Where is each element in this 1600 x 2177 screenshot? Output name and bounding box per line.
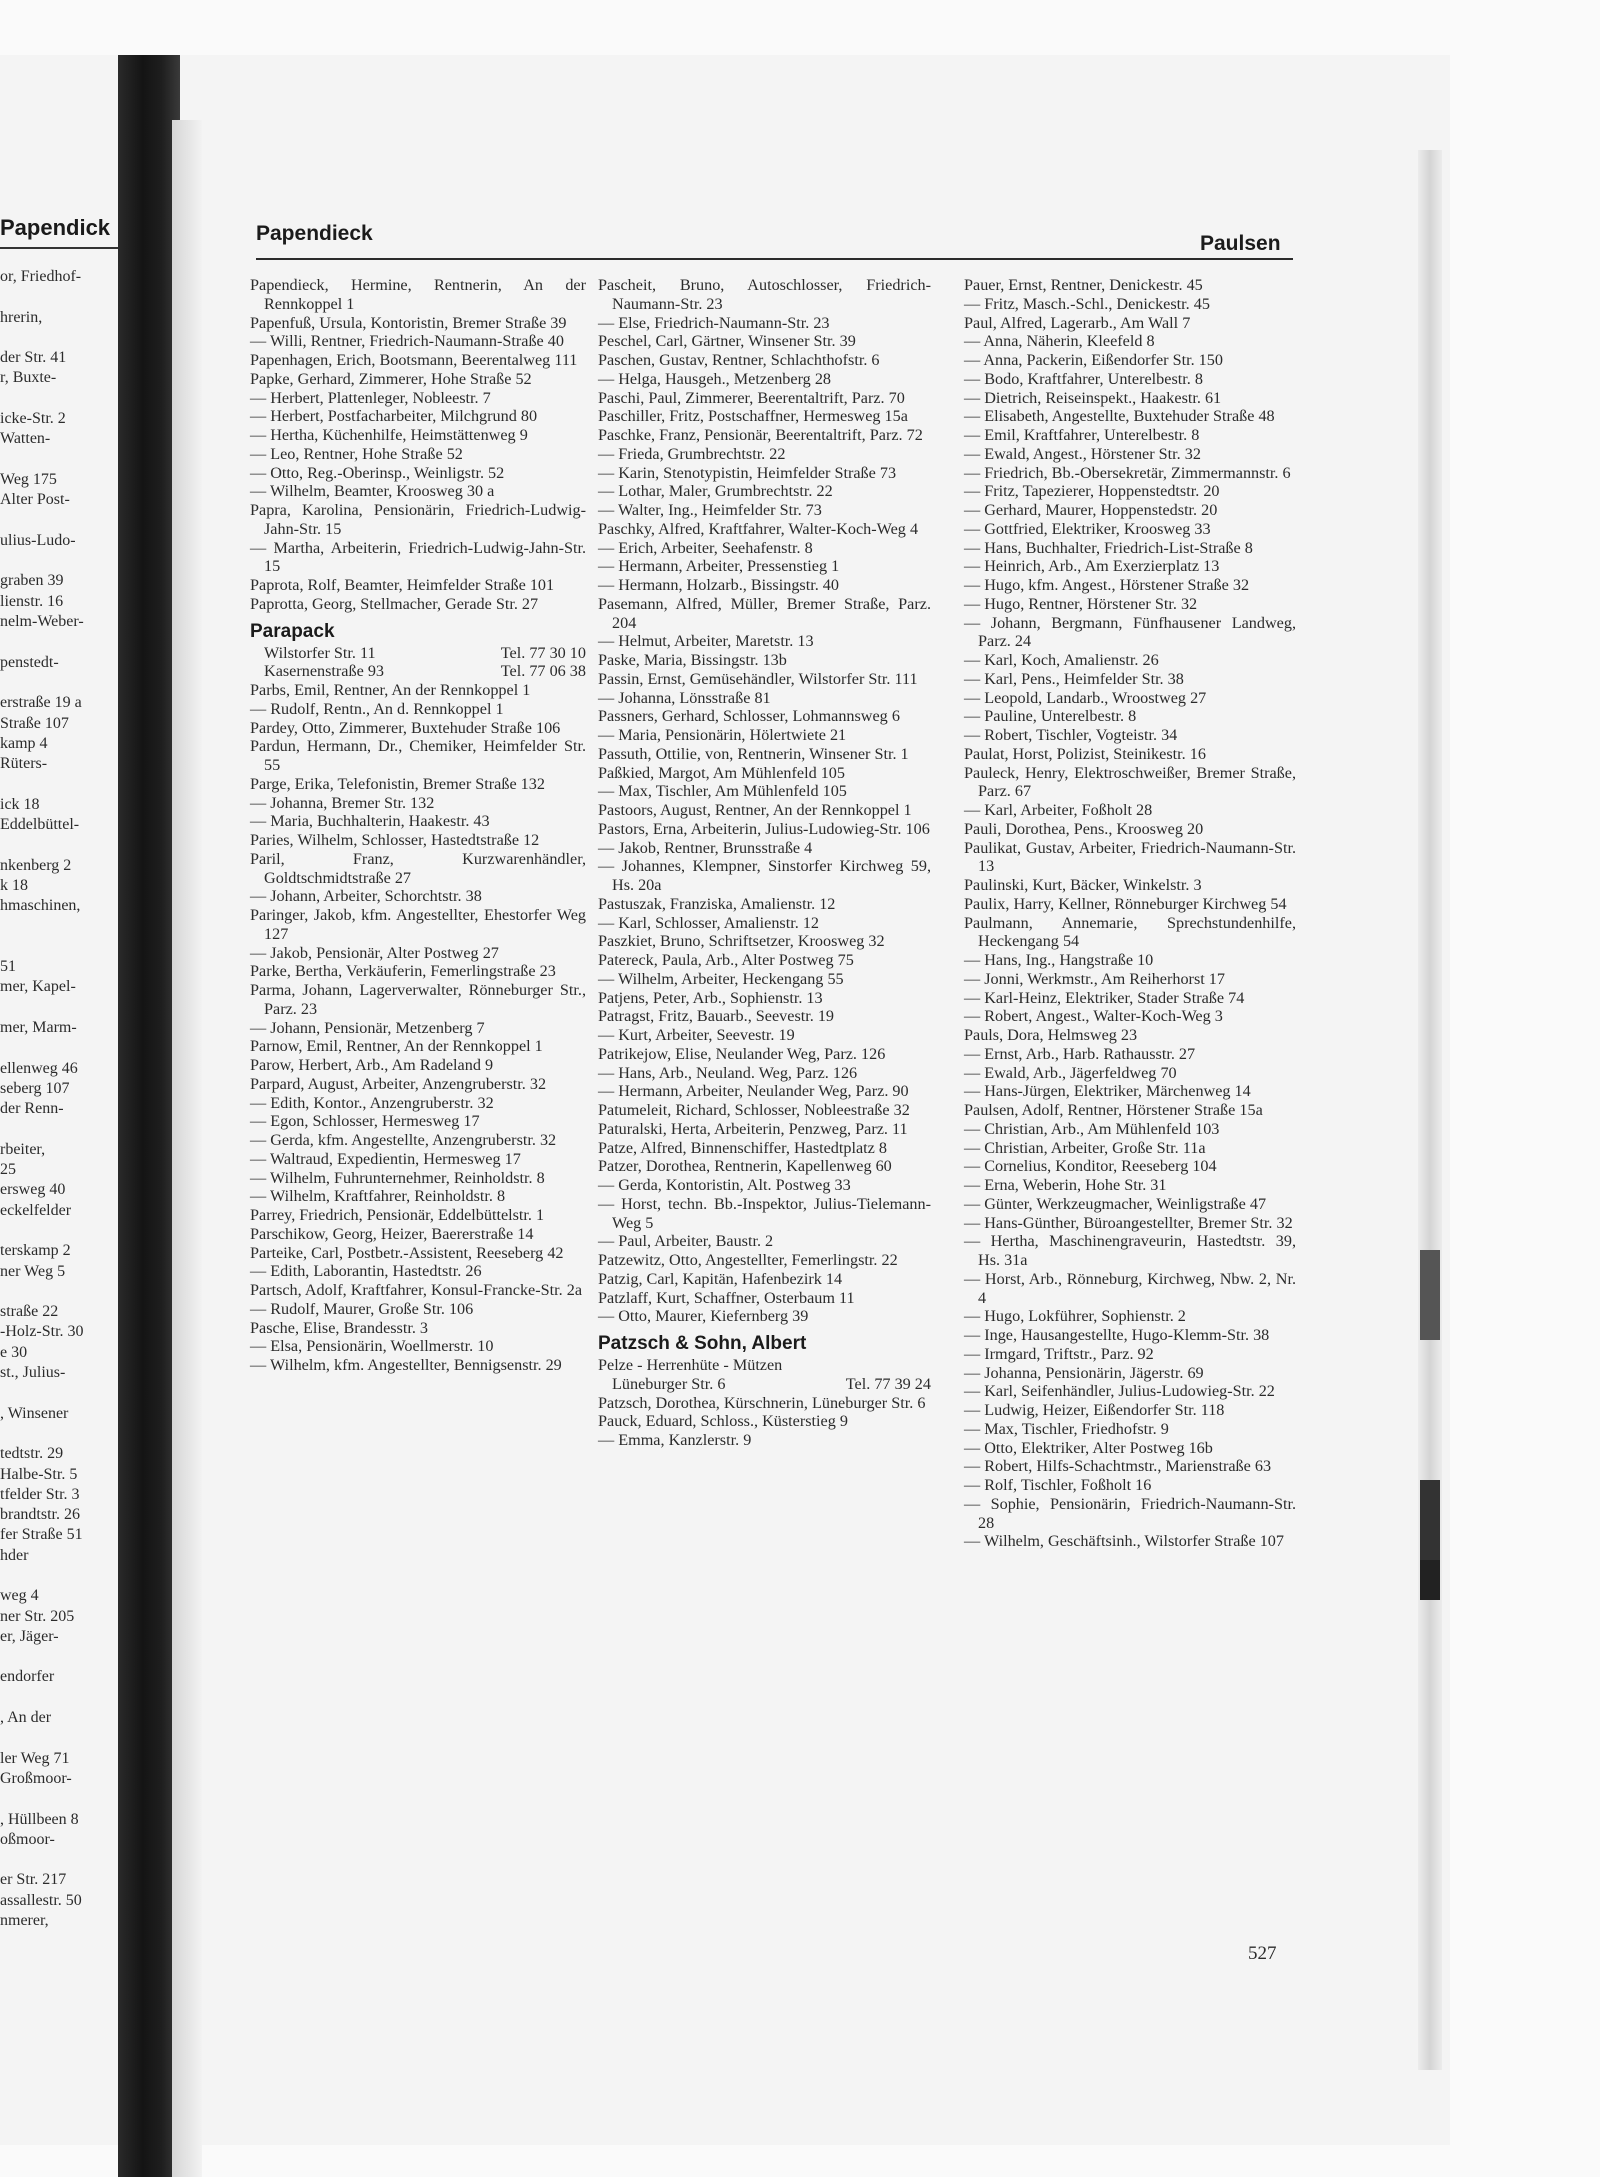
previous-page-line: assallestr. 50 [0,1891,82,1909]
directory-entry: — Johanna, Lönsstraße 81 [598,688,771,707]
previous-page-line: mer, Kapel- [0,978,76,996]
previous-page-line: seberg 107 [0,1079,70,1097]
directory-entry: Pauls, Dora, Helmsweg 23 [964,1026,1138,1044]
previous-page-line: hder [0,1546,29,1564]
directory-entry: — Bodo, Kraftfahrer, Unterelbestr. 8 [964,369,1203,388]
previous-page-line [0,1119,84,1139]
directory-entry: Parge, Erika, Telefonistin, Bremer Straße 132 [250,774,545,793]
directory-entry: Paril, Franz, Kurzwarenhändler, Goldtschmidtstraße 27 [250,849,586,887]
directory-entry: Parke, Bertha, Verkäuferin, Femerlingstraße 23 [250,962,556,981]
previous-page-line: st., Julius- [0,1364,66,1382]
previous-page-line: brandtstr. 26 [0,1506,80,1524]
directory-entry: — Otto, Maurer, Kiefernberg 39 [598,1307,809,1326]
previous-page-line: r, Buxte- [0,369,57,387]
previous-page-line: ner Weg 5 [0,1262,66,1280]
directory-entry: Pauck, Eduard, Schloss., Küsterstieg 9 [598,1412,848,1431]
running-header-right: Paulsen [1200,232,1281,255]
directory-entry: — Hermann, Arbeiter, Neulander Weg, Parz. 90 [598,1082,909,1101]
previous-page-fragment [0,215,118,1930]
directory-entry: — Robert, Hilfs-Schachtmstr., Marienstraße 63 [964,1457,1272,1476]
directory-entry: Pastors, Erna, Arbeiterin, Julius-Ludowieg-Str. 106 [598,819,930,838]
directory-entry: Paulikat, Gustav, Arbeiter, Friedrich-Naumann-Str. 13 [964,838,1296,876]
previous-page-line: Eddelbüttel- [0,816,80,834]
previous-page-line [0,1647,84,1667]
directory-entry: Pardey, Otto, Zimmerer, Buxtehuder Straße 106 [250,718,561,737]
directory-entry: — Hans, Ing., Hangstraße 10 [964,951,1154,969]
directory-entry: — Else, Friedrich-Naumann-Str. 23 [598,313,830,332]
directory-entry: — Hugo, Lokführer, Sophienstr. 2 [964,1307,1186,1326]
directory-entry: Parschikow, Georg, Heizer, Baererstraße 14 [250,1224,534,1243]
directory-entry: Patjens, Peter, Arb., Sophienstr. 13 [598,988,823,1007]
directory-entry: — Robert, Tischler, Vogteistr. 34 [964,726,1178,744]
directory-entry: — Friedrich, Bb.-Obersekretär, Zimmermannstr. 6 [964,463,1291,482]
directory-entry: Passuth, Ottilie, von, Rentnerin, Winsener Str. 1 [598,744,909,763]
directory-entry: — Johann, Pensionär, Metzenberg 7 [250,1018,485,1037]
directory-entry: Paßkied, Margot, Am Mühlenfeld 105 [598,763,845,782]
page-gutter [172,120,202,2177]
previous-page-line [0,328,84,348]
directory-entry: — Wilhelm, Kraftfahrer, Reinholdstr. 8 [250,1187,506,1206]
directory-entry: Passin, Ernst, Gemüsehändler, Wilstorfer Str. 111 [598,669,918,688]
previous-page-line: ler Weg 71 [0,1749,70,1767]
directory-entry: — Irmgard, Triftstr., Parz. 92 [964,1344,1154,1363]
previous-page-line: hmaschinen, [0,897,81,915]
edge-mark [1420,1250,1440,1340]
previous-page-line: ersweg 40 [0,1181,66,1199]
previous-page-line: or, Friedhof- [0,268,82,285]
directory-entry: — Anna, Näherin, Kleefeld 8 [964,332,1155,351]
previous-page-line: Straße 107 [0,714,69,732]
previous-page-line [0,551,84,571]
directory-entry: Papenhagen, Erich, Bootsmann, Beerentalweg 111 [250,351,578,369]
directory-entry: — Hans-Günther, Büroangestellter, Bremer Str. 32 [964,1213,1293,1232]
directory-entry: — Hermann, Arbeiter, Pressenstieg 1 [598,557,840,576]
directory-entry: — Hans, Arb., Neuland. Weg, Parz. 126 [598,1063,858,1082]
previous-page-line: , An der [0,1709,52,1727]
directory-entry: — Hugo, Rentner, Hörstener Str. 32 [964,594,1198,613]
previous-page-line: k 18 [0,876,28,894]
directory-entry: — Sophie, Pensionärin, Friedrich-Naumann-Str. 28 [964,1494,1296,1532]
previous-page-line [0,1038,84,1058]
previous-page-line [0,774,84,794]
phone-number: Tel. 77 30 10 [500,643,586,662]
previous-page-line [0,673,84,693]
previous-page-line: rbeiter, [0,1140,46,1158]
book-spine [118,55,180,2177]
directory-entry: — Günter, Werkzeugmacher, Weinligstraße 47 [964,1194,1267,1213]
previous-page-line: Rüters- [0,755,48,773]
directory-entry: — Herbert, Postfacharbeiter, Milchgrund 80 [250,407,538,426]
directory-entry: — Max, Tischler, Friedhofstr. 9 [964,1419,1169,1438]
previous-page-line [0,632,84,652]
directory-entry: — Wilhelm, Beamter, Kroosweg 30 a [250,482,495,501]
previous-page-line: 25 [0,1161,16,1179]
previous-page-line: Halbe-Str. 5 [0,1465,78,1483]
previous-page-line: Großmoor- [0,1769,72,1787]
previous-page-line: Weg 175 [0,470,57,488]
directory-entry: — Robert, Angest., Walter-Koch-Weg 3 [964,1007,1223,1026]
directory-entry: Paschi, Paul, Zimmerer, Beerentaltrift, Parz. 70 [598,388,905,407]
directory-entry: — Paul, Arbeiter, Baustr. 2 [598,1232,774,1251]
directory-entry: — Ewald, Angest., Hörstener Str. 32 [964,444,1201,463]
directory-entry: — Herbert, Plattenleger, Nobleestr. 7 [250,388,491,407]
company-heading: Parapack [250,620,335,642]
previous-page-line [0,511,84,531]
directory-entry: — Otto, Reg.-Oberinsp., Weinligstr. 52 [250,463,505,482]
page-edge [1418,150,1442,2070]
directory-entry: Pardun, Hermann, Dr., Chemiker, Heimfelder Str. 55 [250,737,586,774]
directory-entry: Paschky, Alfred, Kraftfahrer, Walter-Koch-Weg 4 [598,519,919,538]
directory-entry: Patzlaff, Kurt, Schaffner, Osterbaum 11 [598,1288,855,1307]
directory-entry: — Ludwig, Heizer, Eißendorfer Str. 118 [964,1401,1225,1419]
previous-page-line [0,998,84,1018]
previous-page-line: -Holz-Str. 30 [0,1323,84,1341]
directory-entry: — Hertha, Küchenhilfe, Heimstättenweg 9 [250,426,528,444]
previous-page-line [0,450,84,470]
directory-entry: — Heinrich, Arb., Am Exerzierplatz 13 [964,557,1220,576]
directory-entry: — Leo, Rentner, Hohe Straße 52 [250,444,463,463]
directory-entry: Parrey, Friedrich, Pensionär, Eddelbüttelstr. 1 [250,1206,545,1224]
directory-entry: — Cornelius, Konditor, Reeseberg 104 [964,1157,1217,1176]
previous-page-line: graben 39 [0,572,64,590]
address: Lüneburger Str. 6 [612,1374,726,1393]
directory-entry: — Waltraud, Expedientin, Hermesweg 17 [250,1149,521,1168]
previous-page-line: straße 22 [0,1303,59,1321]
directory-entry: Paulsen, Adolf, Rentner, Hörstener Straße 15a [964,1101,1263,1119]
address: Wilstorfer Str. 11 [264,643,376,662]
column-1 [250,276,586,1375]
directory-entry: Paulmann, Annemarie, Sprechstundenhilfe, Heckengang 54 [964,913,1296,951]
directory-entry: Parpard, August, Arbeiter, Anzengruberstr. 32 [250,1074,547,1093]
directory-entry: — Helga, Hausgeh., Metzenberg 28 [598,369,832,388]
header-rule [256,258,1293,260]
column-2 [598,276,931,1450]
previous-page-line [0,1728,84,1748]
previous-page-line [0,917,84,937]
previous-page-line: ulius-Ludo- [0,531,76,549]
previous-page-line: nmerer, [0,1912,49,1930]
directory-entry: — Edith, Laborantin, Hastedtstr. 26 [250,1262,482,1281]
previous-page-line: , Winsener [0,1404,69,1422]
directory-entry: — Elsa, Pensionärin, Woellmerstr. 10 [250,1337,494,1356]
directory-entry: Pasche, Elise, Brandesstr. 3 [250,1318,429,1337]
directory-entry: Patzewitz, Otto, Angestellter, Femerlingstr. 22 [598,1251,898,1269]
directory-entry: Pelze - Herrenhüte - Mützen [598,1356,783,1374]
directory-entry: Papenfuß, Ursula, Kontoristin, Bremer Straße 39 [250,313,567,332]
directory-entry: — Johann, Bergmann, Fünfhausener Landweg, Parz. 24 [964,613,1296,651]
previous-page-line: tedtstr. 29 [0,1445,64,1463]
directory-entry: — Karl, Koch, Amalienstr. 26 [964,651,1159,669]
directory-entry: — Inge, Hausangestellte, Hugo-Klemm-Str. 38 [964,1326,1270,1344]
company-address-line [250,662,586,681]
directory-entry: Paszkiet, Bruno, Schriftsetzer, Kroosweg 32 [598,932,885,951]
directory-entry: Parow, Herbert, Arb., Am Radeland 9 [250,1056,494,1074]
previous-page-line: hrerin, [0,308,43,326]
directory-entry: — Johann, Arbeiter, Schorchtstr. 38 [250,887,482,906]
directory-entry: Paries, Wilhelm, Schlosser, Hastedtstraße 12 [250,831,540,849]
directory-entry: — Frieda, Grumbrechtstr. 22 [598,444,786,463]
directory-entry: Paul, Alfred, Lagerarb., Am Wall 7 [964,313,1191,332]
directory-entry: Patze, Alfred, Binnenschiffer, Hastedtplatz 8 [598,1138,887,1157]
directory-entry: Peschel, Carl, Gärtner, Winsener Str. 39 [598,332,856,351]
previous-page-line [0,835,84,855]
previous-page-line: weg 4 [0,1587,39,1605]
previous-page-line: penstedt- [0,653,59,671]
directory-entry: — Karl-Heinz, Elektriker, Stader Straße 74 [964,988,1245,1007]
directory-entry: Papke, Gerhard, Zimmerer, Hohe Straße 52 [250,369,532,388]
directory-entry: — Rudolf, Maurer, Große Str. 106 [250,1299,474,1318]
previous-page-line [0,1221,84,1241]
directory-entry: — Lothar, Maler, Grumbrechtstr. 22 [598,482,833,501]
previous-page-line: der Renn- [0,1100,64,1118]
directory-entry: — Anna, Packerin, Eißendorfer Str. 150 [964,351,1223,369]
directory-entry: Patrikejow, Elise, Neulander Weg, Parz. 126 [598,1044,886,1063]
directory-entry: — Dietrich, Reiseinspekt., Haakestr. 61 [964,388,1222,407]
directory-entry: — Jakob, Rentner, Brunsstraße 4 [598,838,813,857]
previous-page-line: kamp 4 [0,734,48,752]
directory-entry: — Emil, Kraftfahrer, Unterelbestr. 8 [964,426,1200,444]
directory-entry: — Johanna, Bremer Str. 132 [250,793,435,812]
previous-page-line [0,937,84,957]
previous-page-line: terskamp 2 [0,1242,71,1260]
previous-page-line [0,1282,84,1302]
previous-page-line [0,1688,84,1708]
phone-number: Tel. 77 39 24 [845,1374,931,1393]
directory-entry: — Karl, Arbeiter, Foßholt 28 [964,801,1153,819]
previous-page-line: fer Straße 51 [0,1526,83,1544]
running-header-left: Papendieck [256,222,373,245]
company-heading: Patzsch & Sohn, Albert [598,1333,807,1354]
directory-entry: — Johannes, Klempner, Sinstorfer Kirchweg 59, Hs. 20a [598,857,931,894]
directory-entry: Patzer, Dorothea, Rentnerin, Kapellenweg 60 [598,1157,892,1176]
previous-page-line [0,389,84,409]
directory-entry: — Kurt, Arbeiter, Seevestr. 19 [598,1026,795,1044]
directory-entry: — Horst, techn. Bb.-Inspektor, Julius-Tielemann-Weg 5 [598,1194,931,1232]
directory-entry: — Fritz, Masch.-Schl., Denickestr. 45 [964,294,1210,313]
directory-entry: — Wilhelm, kfm. Angestellter, Bennigsenstr. 29 [250,1356,562,1374]
previous-page-line: ick 18 [0,795,40,813]
directory-entry: — Hugo, kfm. Angest., Hörstener Straße 32 [964,576,1250,594]
previous-page-line: mer, Marm- [0,1018,77,1036]
previous-page-line [0,1789,84,1809]
previous-page-line: endorfer [0,1668,55,1686]
previous-page-line: e 30 [0,1343,28,1361]
previous-page-rule [0,247,118,249]
directory-entry: — Erich, Arbeiter, Seehafenstr. 8 [598,538,813,557]
directory-entry: Pastoors, August, Rentner, An der Rennkoppel 1 [598,801,912,819]
directory-entry: — Leopold, Landarb., Wroostweg 27 [964,688,1207,707]
directory-entry: — Otto, Elektriker, Alter Postweg 16b [964,1438,1213,1457]
directory-entry: Paprota, Rolf, Beamter, Heimfelder Straße 101 [250,576,555,594]
directory-entry: Patragst, Fritz, Bauarb., Seevestr. 19 [598,1007,835,1026]
directory-entry: Paulix, Harry, Kellner, Rönneburger Kirchweg 54 [964,894,1287,913]
directory-entry: — Willi, Rentner, Friedrich-Naumann-Straße 40 [250,332,564,351]
directory-entry: Paschke, Franz, Pensionär, Beerentaltrift, Parz. 72 [598,426,923,444]
directory-entry: Paturalski, Herta, Arbeiterin, Penzweg, Parz. 11 [598,1119,908,1138]
directory-entry: Pauli, Dorothea, Pens., Kroosweg 20 [964,819,1204,838]
previous-page-line: Alter Post- [0,491,70,509]
previous-page-line: ner Str. 205 [0,1607,75,1625]
directory-entry: — Rudolf, Rentn., An d. Rennkoppel 1 [250,699,504,718]
directory-entry: — Hans, Buchhalter, Friedrich-List-Straße 8 [964,538,1253,557]
directory-entry: — Christian, Arbeiter, Große Str. 11a [964,1138,1206,1157]
phone-number: Tel. 77 06 38 [500,662,586,681]
previous-page-header: Papendick [0,215,111,240]
directory-entry: Pascheit, Bruno, Autoschlosser, Friedrich-Naumann-Str. 23 [598,276,931,313]
directory-entry: Parbs, Emil, Rentner, An der Rennkoppel 1 [250,681,531,699]
directory-entry: — Jonni, Werkmstr., Am Reiherhorst 17 [964,969,1225,988]
page-number: 527 [1248,1943,1277,1964]
directory-entry: Papra, Karolina, Pensionärin, Friedrich-Ludwig-Jahn-Str. 15 [250,501,586,538]
directory-entry: Paringer, Jakob, kfm. Angestellter, Ehestorfer Weg 127 [250,906,586,943]
column-3 [964,276,1296,1551]
directory-entry: — Ernst, Arb., Harb. Rathausstr. 27 [964,1044,1196,1063]
directory-entry: — Helmut, Arbeiter, Maretstr. 13 [598,632,814,651]
directory-entry: — Egon, Schlosser, Hermesweg 17 [250,1112,480,1131]
edge-mark [1420,1560,1440,1600]
directory-entry: Passners, Gerhard, Schlosser, Lohmannsweg 6 [598,707,900,726]
directory-entry: — Gottfried, Elektriker, Kroosweg 33 [964,519,1211,538]
directory-entry: — Karin, Stenotypistin, Heimfelder Straße 73 [598,463,897,482]
directory-entry: — Max, Tischler, Am Mühlenfeld 105 [598,782,847,801]
directory-entry: Parnow, Emil, Rentner, An der Rennkoppel 1 [250,1037,543,1056]
previous-page-line: ellenweg 46 [0,1059,78,1077]
directory-entry: — Erna, Weberin, Hohe Str. 31 [964,1176,1167,1194]
previous-page-line [0,1850,84,1870]
previous-page-line [0,1424,84,1444]
directory-entry: — Walter, Ing., Heimfelder Str. 73 [598,501,822,519]
previous-page-line: icke-Str. 2 [0,410,66,428]
previous-page-line: , Hüllbeen 8 [0,1810,79,1828]
previous-page-line: eckelfelder [0,1201,72,1219]
previous-page-line: der Str. 41 [0,349,67,367]
previous-page-line: erstraße 19 a [0,694,82,712]
directory-entry: — Rolf, Tischler, Foßholt 16 [964,1476,1152,1494]
directory-entry: — Gerda, Kontoristin, Alt. Postweg 33 [598,1176,851,1194]
previous-page-line: nkenberg 2 [0,856,72,874]
directory-entry: Papendieck, Hermine, Rentnerin, An der Rennkoppel 1 [250,276,586,313]
previous-page-line: nelm-Weber- [0,613,84,631]
directory-entry: — Maria, Buchhalterin, Haakestr. 43 [250,812,490,831]
previous-page-line: lienstr. 16 [0,592,64,610]
directory-entry: — Wilhelm, Arbeiter, Heckengang 55 [598,969,844,988]
directory-entry: Patereck, Paula, Arb., Alter Postweg 75 [598,951,854,969]
directory-entry: — Jakob, Pensionär, Alter Postweg 27 [250,943,499,962]
directory-entry: Parteike, Carl, Postbetr.-Assistent, Reeseberg 42 [250,1243,564,1262]
address: Kasernenstraße 93 [264,662,385,681]
directory-entry: Paschiller, Fritz, Postschaffner, Hermesweg 15a [598,407,908,426]
directory-entry: — Karl, Pens., Heimfelder Str. 38 [964,669,1184,688]
directory-entry: — Karl, Schlosser, Amalienstr. 12 [598,913,820,932]
directory-entry: Patzig, Carl, Kapitän, Hafenbezirk 14 [598,1269,843,1288]
previous-page-line [0,1566,84,1586]
directory-entry: Paprotta, Georg, Stellmacher, Gerade Str. 27 [250,594,539,613]
directory-entry: — Gerda, kfm. Angestellte, Anzengruberstr. 32 [250,1131,557,1149]
previous-page-line: er Str. 217 [0,1871,67,1889]
previous-page-line [0,287,84,307]
directory-entry: — Karl, Seifenhändler, Julius-Ludowieg-Str. 22 [964,1382,1275,1401]
directory-entry: — Elisabeth, Angestellte, Buxtehuder Straße 48 [964,407,1275,426]
directory-entry: — Emma, Kanzlerstr. 9 [598,1431,752,1449]
directory-entry: — Gerhard, Maurer, Hoppenstedstr. 20 [964,501,1218,519]
directory-entry: — Edith, Kontor., Anzengruberstr. 32 [250,1093,494,1112]
previous-page-line: er, Jäger- [0,1627,59,1645]
directory-entry: — Wilhelm, Geschäftsinh., Wilstorfer Straße 107 [964,1532,1284,1551]
directory-entry: — Christian, Arb., Am Mühlenfeld 103 [964,1119,1220,1138]
directory-entry: Parma, Johann, Lagerverwalter, Rönneburger Str., Parz. 23 [250,981,586,1018]
directory-entry: Pasemann, Alfred, Müller, Bremer Straße, Parz. 204 [598,594,931,632]
directory-entry: — Hertha, Maschinengraveurin, Hastedtstr. 39, Hs. 31a [964,1232,1296,1269]
directory-entry: Pastuszak, Franziska, Amalienstr. 12 [598,894,836,913]
directory-entry: — Ewald, Arb., Jägerfeldweg 70 [964,1063,1177,1082]
directory-entry: Pauleck, Henry, Elektroschweißer, Bremer Straße, Parz. 67 [964,763,1296,801]
directory-entry: Paske, Maria, Bissingstr. 13b [598,651,787,669]
directory-entry: — Hans-Jürgen, Elektriker, Märchenweg 14 [964,1082,1251,1101]
directory-entry: — Wilhelm, Fuhrunternehmer, Reinholdstr. 8 [250,1168,545,1187]
previous-page-line: 51 [0,958,16,976]
previous-page-line: tfelder Str. 3 [0,1485,80,1503]
directory-entry: — Fritz, Tapezierer, Hoppenstedtstr. 20 [964,482,1220,501]
directory-entry: Pauer, Ernst, Rentner, Denickestr. 45 [964,276,1203,294]
company-address-line [250,644,586,663]
directory-entry: Patumeleit, Richard, Schlosser, Nobleestraße 32 [598,1101,910,1119]
directory-entry: Paschen, Gustav, Rentner, Schlachthofstr. 6 [598,351,880,369]
directory-entry: Patzsch, Dorothea, Kürschnerin, Lüneburger Str. 6 [598,1393,926,1412]
directory-entry: Paulat, Horst, Polizist, Steinikestr. 16 [964,744,1206,763]
directory-entry: — Johanna, Pensionärin, Jägerstr. 69 [964,1363,1204,1382]
directory-entry: — Horst, Arb., Rönneburg, Kirchweg, Nbw. 2, Nr. 4 [964,1269,1296,1307]
previous-page-line [0,1383,84,1403]
previous-page-line: Watten- [0,430,51,448]
previous-page-text [0,267,84,1931]
directory-entry: — Pauline, Unterelbestr. 8 [964,707,1137,726]
directory-entry: — Hermann, Holzarb., Bissingstr. 40 [598,576,839,594]
directory-entry: Partsch, Adolf, Kraftfahrer, Konsul-Francke-Str. 2a [250,1281,582,1299]
directory-entry: — Maria, Pensionärin, Hölertwiete 21 [598,726,847,744]
directory-entry: Paulinski, Kurt, Bäcker, Winkelstr. 3 [964,876,1202,894]
previous-page-line: oßmoor- [0,1830,55,1848]
company-address-line [598,1375,931,1394]
directory-entry: — Martha, Arbeiterin, Friedrich-Ludwig-Jahn-Str. 15 [250,538,586,576]
